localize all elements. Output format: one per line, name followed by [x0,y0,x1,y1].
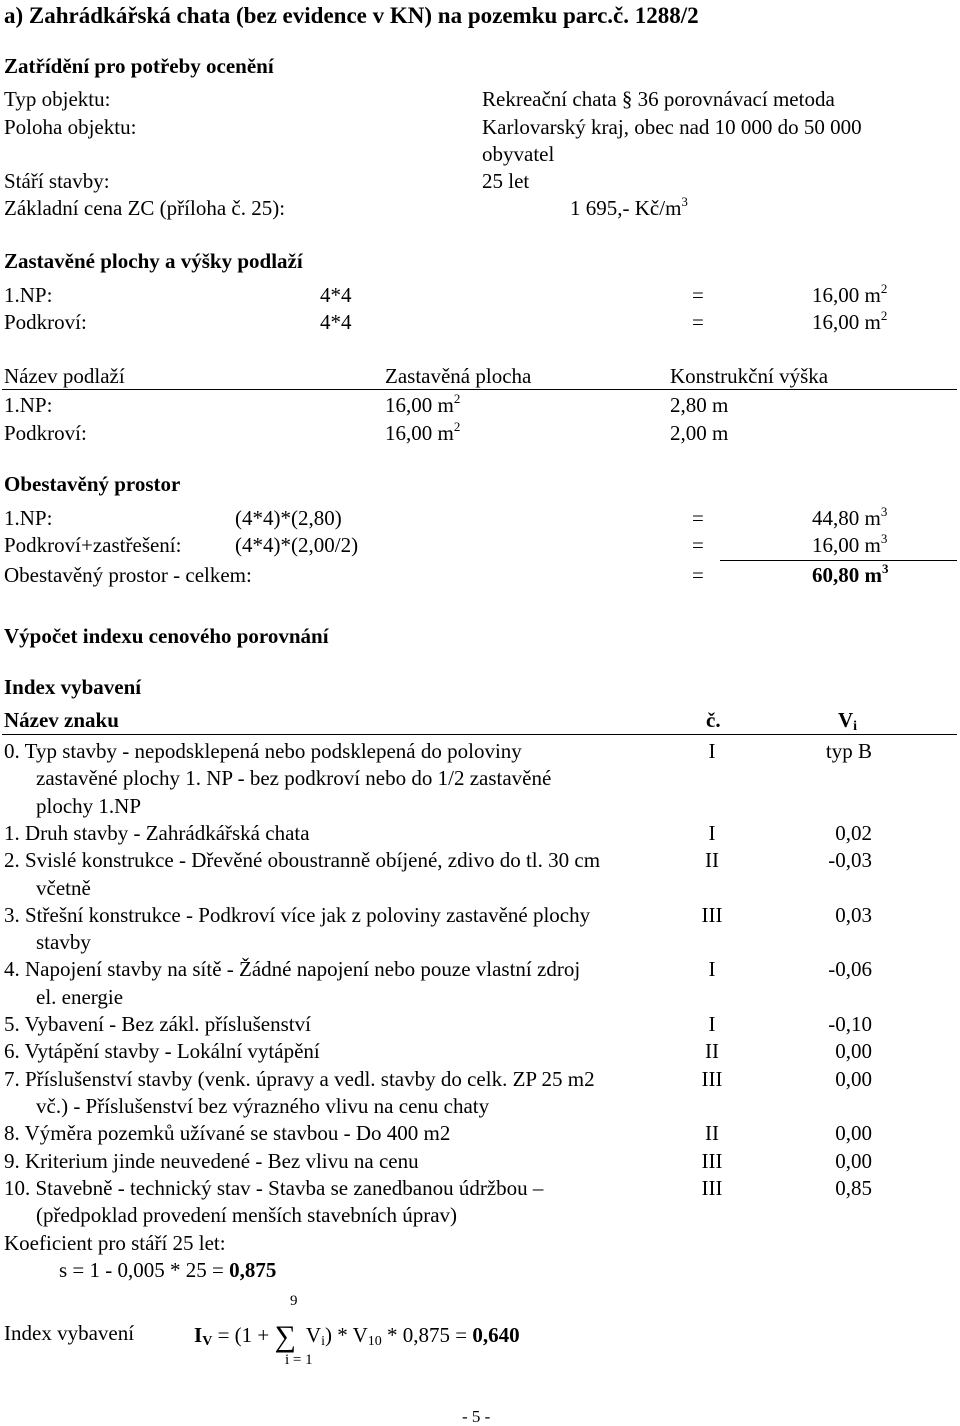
area-row-eq: = [692,310,704,334]
floor-row-height: 2,80 m [670,393,729,417]
built-space-heading: Obestavěný prostor [4,472,181,496]
equipment-item-class: III [701,1175,723,1200]
space-row-eq: = [692,506,704,530]
area-row-result: 16,00 $m^2$ [812,308,888,334]
equipment-item-value: 0,02 [835,820,872,845]
equipment-item-class: II [705,848,719,873]
equipment-item-text: 3. Střešní konstrukce - Podkroví více jak z poloviny zastavěné plochy [4,902,591,927]
floors-header-area: Zastavěná plocha [385,364,532,388]
age-coefficient-formula: s = 1 - 0,005 * 25 = 0,875 [59,1258,277,1282]
equipment-item-text: 10. Stavebně - technický stav - Stavba se zanedbanou údržbou – [4,1175,544,1200]
equipment-item-value: 0,00 [835,1039,872,1064]
built-areas-heading: Zastavěné plochy a výšky podlaží [4,249,303,273]
area-row-formula: 4*4 [320,283,352,307]
space-total-label: Obestavěný prostor - celkem: [4,563,252,587]
floor-row-area: 16,00 $m^2$ [385,419,461,445]
equipment-item-text: 4. Napojení stavby na sítě - Žádné napojení nebo pouze vlastní zdroj [4,957,581,982]
equipment-item-class: II [705,1039,719,1064]
index-formula-label: Index vybavení [4,1321,135,1345]
base-price-label: Základní cena ZC (příloha č. 25): [4,196,286,220]
floor-row-name: 1.NP: [4,393,53,417]
equipment-item-text: 1. Druh stavby - Zahrádkářská chata [4,820,310,845]
classification-heading: Zatřídění pro potřeby ocenění [4,54,274,78]
sum-lower-limit: i = 1 [285,1352,313,1368]
floors-header-height: Konstrukční výška [670,364,829,388]
age-label: Stáří stavby: [4,169,110,193]
floors-header-name: Název podlaží [4,364,125,388]
equipment-item-value: 0,00 [835,1066,872,1091]
age-coefficient-label: Koeficient pro stáří 25 let: [4,1231,226,1255]
equipment-item-text: 5. Vybavení - Bez zákl. příslušenství [4,1012,311,1036]
equipment-item-class: III [701,902,723,927]
equipment-index-heading: Index vybavení [4,675,142,699]
equipment-header-rule [2,734,957,735]
space-total-eq: = [692,563,704,587]
equipment-item-text: zastavěné plochy 1. NP - bez podkroví nebo do 1/2 zastavěné [36,766,552,791]
equipment-item-text: el. energie [36,984,124,1009]
space-row-eq: = [692,533,704,557]
document-title: a) Zahrádkářská chata (bez evidence v KN) na pozemku parc.č. 1288/2 [4,3,699,28]
floor-row-height: 2,00 m [670,421,729,445]
area-row-result: 16,00 $m^2$ [812,281,888,307]
location-label: Poloha objektu: [4,115,137,139]
equipment-item-value: typ B [825,739,872,763]
equipment-item-text: 8. Výměra pozemků užívané se stavbou - Do 400 m2 [4,1121,451,1146]
equipment-col-v: $V_i$ [838,708,858,734]
sum-rule [720,560,957,561]
equipment-item-class: II [705,1121,719,1146]
age-value: 25 let [482,169,530,193]
equipment-item-text: 9. Kriterium jinde neuvedené - Bez vlivu na cenu [4,1148,419,1173]
equipment-item-class: I [708,820,716,845]
equipment-item-text: stavby [36,930,91,955]
equipment-item-text: včetně [36,875,91,900]
equipment-item-class: I [708,1012,716,1036]
index-result: 0,640 [472,1323,520,1347]
equipment-item-text: (předpoklad provedení menších stavebních úprav) [36,1203,458,1228]
equipment-item-value: 0,03 [835,902,872,927]
space-row-result: 44,80 $m^3$ [812,504,888,530]
area-row-label: Podkroví: [4,310,87,334]
equipment-item-text: 0. Typ stavby - nepodsklepená nebo podsklepená do poloviny [4,739,522,763]
floor-row-name: Podkroví: [4,421,87,445]
equipment-col-no: č. [706,708,721,732]
index-formula: $I_V = (1$ + ∑ $V_i) * V_{10} * 0,875 = 0,640$ [194,1320,520,1353]
equipment-item-value: 0,00 [835,1121,872,1146]
space-total-result: 60,80 $m^3$ [812,561,889,587]
equipment-item-class: I [708,739,716,763]
object-type-label: Typ objektu: [4,87,111,111]
equipment-col-name: Název znaku [4,708,119,732]
area-row-eq: = [692,283,704,307]
equipment-item-class: III [701,1148,723,1173]
location-value-cont: obyvatel [482,142,555,166]
equipment-item-value: -0,03 [828,848,872,873]
equipment-item-text: vč.) - Příslušenství bez výrazného vlivu na cenu chaty [36,1093,490,1118]
space-row-formula: (4*4)*(2,00/2) [235,533,359,557]
object-type-value: Rekreační chata § 36 porovnávací metoda [482,87,835,111]
location-value: Karlovarský kraj, obec nad 10 000 do 50 000 [482,115,862,139]
price-index-heading: Výpočet indexu cenového porovnání [4,624,329,648]
area-row-label: 1.NP: [4,283,53,307]
equipment-item-class: III [701,1066,723,1091]
equipment-item-value: -0,10 [828,1012,872,1036]
equipment-item-value: -0,06 [828,957,872,982]
base-price-value: 1 695,- $Kč/m^3$ [570,194,688,220]
space-row-result: 16,00 $m^3$ [812,531,888,557]
equipment-item-text: 6. Vytápění stavby - Lokální vytápění [4,1039,320,1064]
space-row-label: 1.NP: [4,506,53,530]
sigma-icon: ∑ [274,1320,296,1353]
sum-upper-limit: 9 [290,1293,298,1309]
floors-header-rule [2,389,957,390]
equipment-item-value: 0,00 [835,1148,872,1173]
equipment-item-text: plochy 1.NP [36,793,141,818]
equipment-item-text: 7. Příslušenství stavby (venk. úpravy a vedl. stavby do celk. ZP 25 m2 [4,1066,595,1091]
age-coefficient-result: 0,875 [229,1258,277,1282]
page-number: - 5 - [462,1407,491,1426]
space-row-formula: (4*4)*(2,80) [235,506,342,530]
equipment-item-value: 0,85 [835,1175,872,1200]
floor-row-area: 16,00 $m^2$ [385,391,461,417]
area-row-formula: 4*4 [320,310,352,334]
space-row-label: Podkroví+zastřešení: [4,533,182,557]
equipment-item-class: I [708,957,716,982]
equipment-item-text: 2. Svislé konstrukce - Dřevěné oboustranně obíjené, zdivo do tl. 30 cm [4,848,601,873]
